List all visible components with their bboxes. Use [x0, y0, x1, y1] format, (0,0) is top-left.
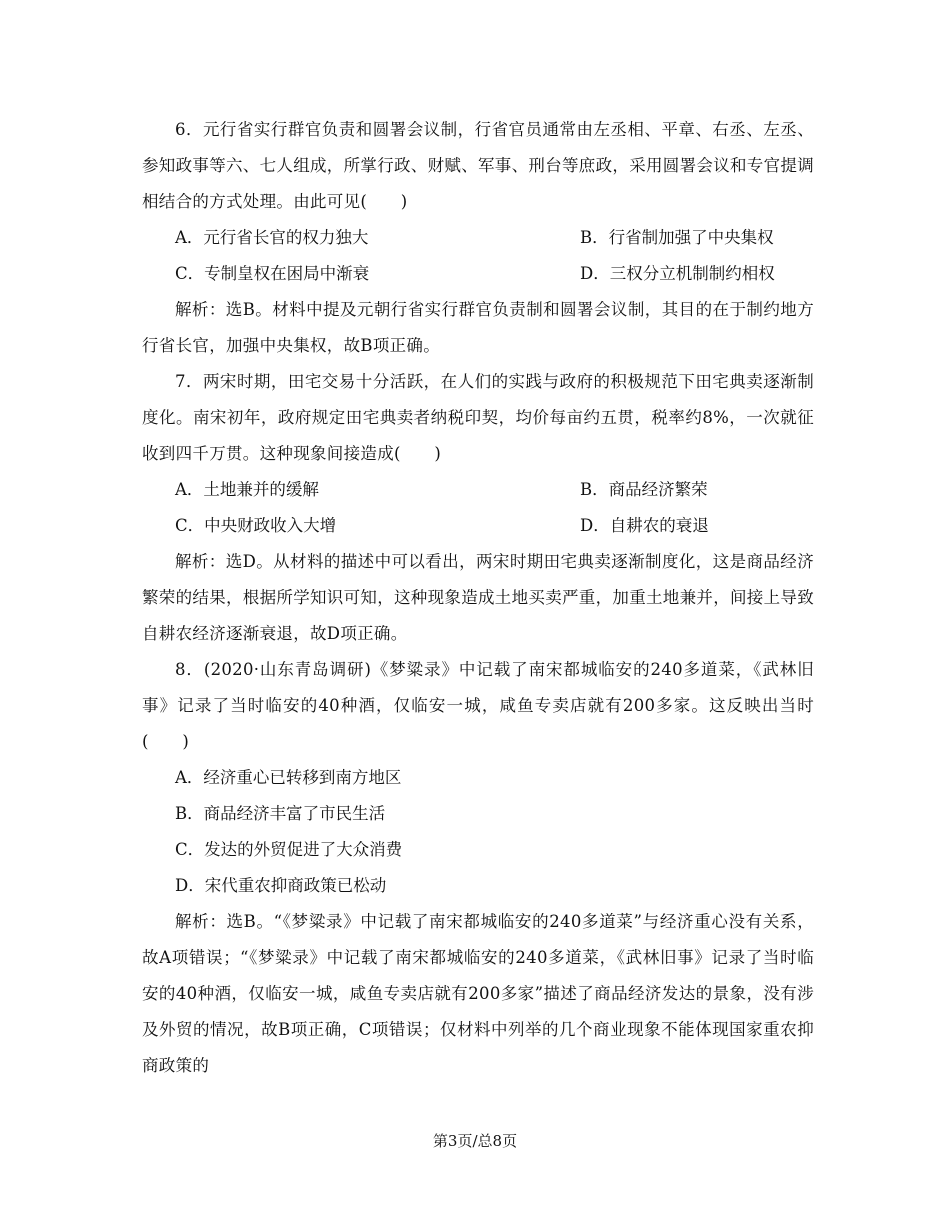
question-6-option-a: A．元行省长官的权力独大 — [175, 228, 369, 247]
question-8-analysis: 解析：选B。“《梦粱录》中记载了南宋都城临安的240多道菜”与经济重心没有关系，故A项错误；“《梦粱录》中记载了南宋都城临安的240多道菜，《武林旧事》记录了当时临安的40种酒，仅临安一城，咸鱼专卖店就有200多家”描述了商品经济发达的景象，没有涉及外贸的情况，故B项正确，C项错误；仅材料中列举的几个商业现象不能体现国家重农抑商政策的 — [142, 912, 814, 1075]
question-6-options-row-1 — [142, 220, 814, 256]
page-content — [142, 112, 814, 1084]
question-6-option-d: D．三权分立机制制约相权 — [580, 264, 775, 283]
question-8-option-d: D．宋代重农抑商政策已松动 — [175, 876, 387, 895]
question-7-option-b: B．商品经济繁荣 — [580, 480, 708, 499]
question-7-option-c: C．中央财政收入大增 — [175, 516, 337, 535]
question-6-analysis: 解析：选B。材料中提及元朝行省实行群官负责制和圆署会议制，其目的在于制约地方行省长官，加强中央集权，故B项正确。 — [142, 300, 814, 355]
question-7-stem: 7．两宋时期，田宅交易十分活跃，在人们的实践与政府的积极规范下田宅典卖逐渐制度化。南宋初年，政府规定田宅典卖者纳税印契，均价每亩约五贯，税率约8%，一次就征收到四千万贯。这种现象间接造成( ) — [142, 372, 814, 463]
question-6-option-b: B．行省制加强了中央集权 — [580, 228, 774, 247]
question-8-option-b: B．商品经济丰富了市民生活 — [175, 804, 386, 823]
question-7-analysis: 解析：选D。从材料的描述中可以看出，两宋时期田宅典卖逐渐制度化，这是商品经济繁荣的结果，根据所学知识可知，这种现象造成土地买卖严重，加重土地兼并，间接上导致自耕农经济逐渐衰退，故D项正确。 — [142, 552, 814, 643]
question-8-option-a: A．经济重心已转移到南方地区 — [175, 768, 402, 787]
question-8-option-c: C．发达的外贸促进了大众消费 — [175, 840, 403, 859]
question-7-option-a: A．土地兼并的缓解 — [175, 480, 319, 499]
question-7-options-row-2 — [142, 508, 814, 544]
question-6-stem: 6．元行省实行群官负责和圆署会议制，行省官员通常由左丞相、平章、右丞、左丞、参知政事等六、七人组成，所掌行政、财赋、军事、刑台等庶政，采用圆署会议和专官提调相结合的方式处理。由此可见( ) — [142, 120, 814, 211]
question-7-options-row-1 — [142, 472, 814, 508]
question-6-options-row-2 — [142, 256, 814, 292]
question-7-option-d: D．自耕农的衰退 — [580, 516, 709, 535]
question-6-option-c: C．专制皇权在困局中渐衰 — [175, 264, 370, 283]
page-footer-number: 第3页/总8页 — [432, 1132, 518, 1150]
question-8-stem: 8．(2020·山东青岛调研)《梦粱录》中记载了南宋都城临安的240多道菜，《武林旧事》记录了当时临安的40种酒，仅临安一城，咸鱼专卖店就有200多家。这反映出当时( ) — [142, 660, 814, 751]
